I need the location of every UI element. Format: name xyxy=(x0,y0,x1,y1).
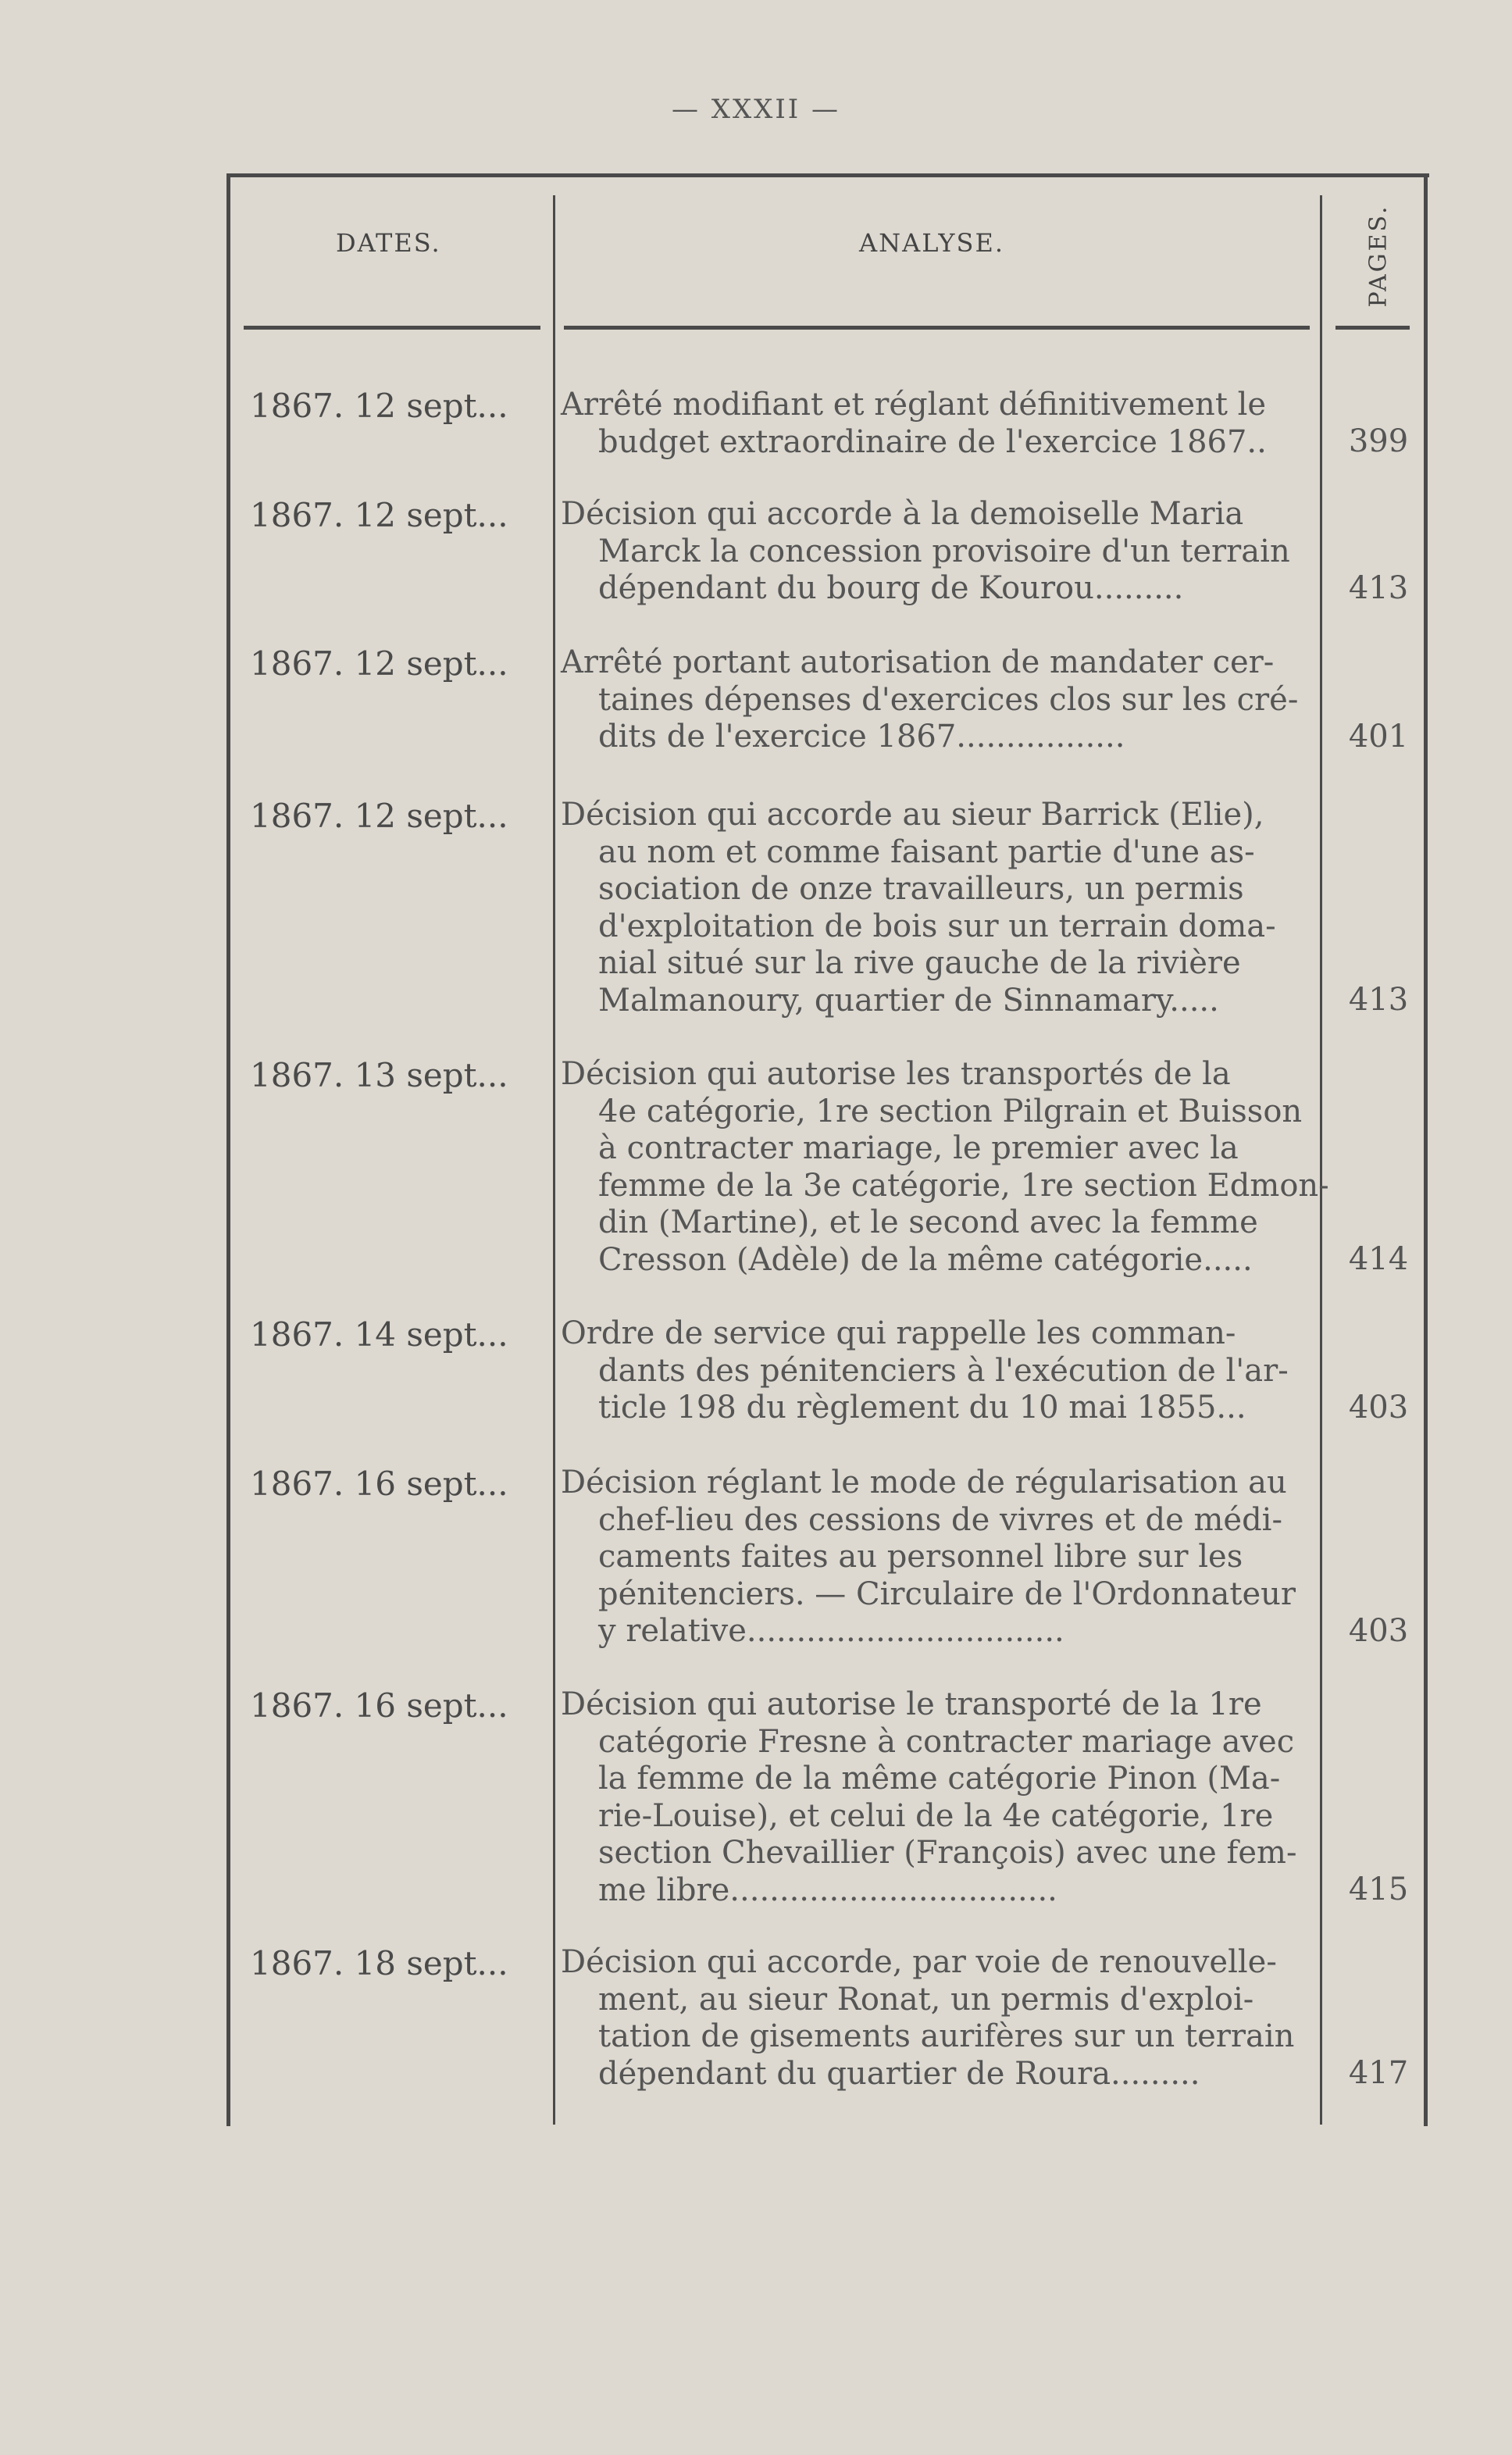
entry-date: 1867. 12 sept... xyxy=(250,387,508,425)
header-rule-dates xyxy=(244,326,540,330)
analysis-line: dits de l'exercice 1867................. xyxy=(598,719,1125,755)
analysis-line: budget extraordinaire de l'exercice 1867.. xyxy=(598,423,1267,460)
analysis-line: rie-Louise), et celui de la 4e catégorie, 1re xyxy=(598,1797,1274,1834)
analysis-line: Arrêté portant autorisation de mandater cer- xyxy=(561,644,1275,680)
entry-page: 417 xyxy=(1348,2055,1409,2091)
header-rule-analyse xyxy=(564,326,1310,330)
entry-date: 1867. 12 sept... xyxy=(250,644,508,683)
analysis-line: Arrêté modifiant et réglant définitivement le xyxy=(561,387,1267,423)
analysis-line: section Chevaillier (François) avec une fem- xyxy=(598,1835,1297,1871)
analysis-line: ment, au sieur Ronat, un permis d'exploi- xyxy=(598,1981,1254,2018)
analysis-line: din (Martine), et le second avec la femme xyxy=(598,1204,1258,1240)
entry-date: 1867. 12 sept... xyxy=(250,797,508,835)
analysis-line: catégorie Fresne à contracter mariage avec xyxy=(598,1723,1295,1760)
top-rule xyxy=(226,173,1429,177)
analysis-line: Décision qui autorise le transporté de la 1re xyxy=(561,1686,1262,1722)
analysis-line: Décision réglant le mode de régularisation au xyxy=(561,1465,1287,1500)
entry-date: 1867. 12 sept... xyxy=(250,496,508,534)
analysis-line: Marck la concession provisoire d'un terrain xyxy=(598,533,1290,569)
entry-analysis xyxy=(561,1315,1311,1427)
analysis-line: nial situé sur la rive gauche de la rivière xyxy=(598,945,1241,981)
analysis-line: femme de la 3e catégorie, 1re section Edmon- xyxy=(598,1167,1329,1204)
index-table xyxy=(226,173,1429,2126)
entry-analysis xyxy=(561,387,1311,461)
entry-page: 399 xyxy=(1348,423,1409,459)
analysis-line: 4e catégorie, 1re section Pilgrain et Buisson xyxy=(598,1093,1303,1129)
analysis-line: Ordre de service qui rappelle les comman- xyxy=(561,1315,1236,1351)
column-divider-dates xyxy=(553,195,555,2125)
entry-analysis xyxy=(561,1686,1311,1909)
entry-analysis xyxy=(561,1465,1311,1650)
analysis-line: pénitenciers. — Circulaire de l'Ordonnateur xyxy=(598,1575,1296,1612)
analysis-line: me libre................................. xyxy=(598,1872,1057,1908)
column-header-pages-box xyxy=(1343,205,1414,306)
analysis-line: Décision qui autorise les transportés de la xyxy=(561,1056,1231,1092)
left-border xyxy=(226,173,230,2126)
analysis-line: Malmanoury, quartier de Sinnamary..... xyxy=(598,982,1219,1019)
entry-analysis xyxy=(561,1944,1311,2093)
entry-page: 414 xyxy=(1348,1241,1409,1277)
entry-analysis xyxy=(561,496,1311,608)
analysis-line: la femme de la même catégorie Pinon (Ma- xyxy=(598,1761,1281,1797)
analysis-line: sociation de onze travailleurs, un permis xyxy=(598,871,1244,907)
entry-date: 1867. 18 sept... xyxy=(250,1944,508,1982)
analysis-line: Décision qui accorde à la demoiselle Maria xyxy=(561,496,1244,532)
analysis-line: chef-lieu des cessions de vivres et de médi- xyxy=(598,1501,1282,1538)
column-header-pages: PAGES. xyxy=(1364,204,1393,307)
entry-page: 403 xyxy=(1348,1390,1409,1426)
entry-page: 415 xyxy=(1348,1872,1409,1907)
entry-date: 1867. 13 sept... xyxy=(250,1056,508,1094)
entry-page: 413 xyxy=(1348,570,1409,606)
analysis-line: dépendant du bourg de Kourou......... xyxy=(598,570,1184,606)
entry-date: 1867. 14 sept... xyxy=(250,1315,508,1354)
entry-page: 403 xyxy=(1348,1613,1409,1649)
right-border xyxy=(1424,173,1428,2126)
analysis-line: dépendant du quartier de Roura......... xyxy=(598,2055,1200,2092)
entry-date: 1867. 16 sept... xyxy=(250,1686,508,1725)
column-header-dates: DATES. xyxy=(336,228,441,258)
entry-analysis xyxy=(561,797,1311,1019)
entry-analysis xyxy=(561,1056,1329,1279)
column-header-analyse: ANALYSE. xyxy=(859,228,1004,258)
analysis-line: d'exploitation de bois sur un terrain doma- xyxy=(598,908,1276,944)
analysis-line: à contracter mariage, le premier avec la xyxy=(598,1130,1239,1166)
analysis-line: taines dépenses d'exercices clos sur les cré- xyxy=(598,681,1299,718)
column-divider-pages xyxy=(1320,195,1322,2125)
entry-date: 1867. 16 sept... xyxy=(250,1465,508,1503)
entry-page: 413 xyxy=(1348,982,1409,1018)
analysis-line: Décision qui accorde, par voie de renouvelle- xyxy=(561,1944,1277,1980)
analysis-line: Cresson (Adèle) de la même catégorie..... xyxy=(598,1241,1253,1278)
analysis-line: ticle 198 du règlement du 10 mai 1855... xyxy=(598,1390,1246,1426)
analysis-line: dants des pénitenciers à l'exécution de l'ar- xyxy=(598,1352,1289,1389)
header-rule-pages xyxy=(1335,326,1410,330)
analysis-line: caments faites au personnel libre sur les xyxy=(598,1539,1243,1575)
entry-analysis xyxy=(561,644,1311,756)
page-number: — XXXII — xyxy=(671,94,841,125)
analysis-line: Décision qui accorde au sieur Barrick (Elie), xyxy=(561,797,1264,833)
entry-page: 401 xyxy=(1348,719,1409,755)
analysis-line: au nom et comme faisant partie d'une as- xyxy=(598,833,1255,870)
analysis-line: tation de gisements aurifères sur un terrain xyxy=(598,2018,1295,2054)
analysis-line: y relative................................ xyxy=(598,1613,1064,1649)
